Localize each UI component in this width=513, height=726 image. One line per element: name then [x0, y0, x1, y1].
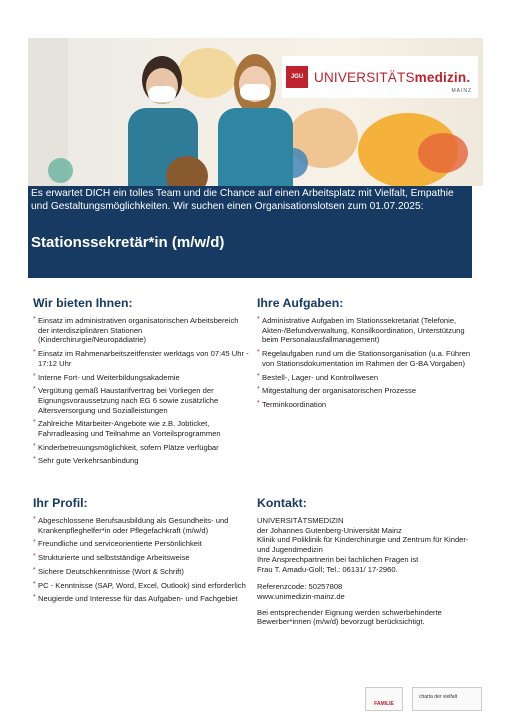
list-item: * PC - Kenntnisse (SAP, Word, Excel, Outlook) sind erforderlich — [33, 581, 251, 591]
profile-list — [33, 516, 251, 604]
offer-section — [33, 296, 251, 470]
charta-text: charta der vielfalt — [419, 694, 458, 700]
reference-code: Referenzcode: 50257808 — [257, 582, 343, 592]
contact-person-intro: Ihre Ansprechpartnerin bei fachlichen Fragen ist — [257, 554, 419, 564]
contact-person: Frau T. Amadu-Goll; Tel.: 06131/ 17-2960. — [257, 564, 398, 574]
list-item: * Interne Fort- und Weiterbildungsakademie — [33, 373, 251, 383]
profile-section — [33, 496, 251, 608]
contact-org: UNIVERSITÄTSMEDIZIN — [257, 516, 344, 525]
job-title: Stationssekretär*in (m/w/d) — [31, 234, 225, 251]
tasks-list — [257, 316, 475, 410]
contact-section — [257, 496, 475, 627]
contact-org2: der Johannes Gutenberg-Universität Mainz — [257, 525, 402, 535]
charta-der-vielfalt-logo — [412, 687, 482, 711]
logo-text: UNIVERSITÄTSmedizin. — [314, 69, 471, 85]
list-item: * Regelaufgaben rund um die Stationsorganisation (u.a. Führen von Stationsdokumentation im Rahmen der G-BA Vorgaben) — [257, 349, 475, 368]
list-item: * Vergütung gemäß Haustarifvertrag bei Vorliegen der Eignungsvoraussetzung nach EG 6 sowie zusätzliche Altersversorgung und Sozialleistungen — [33, 386, 251, 415]
list-item: * Administrative Aufgaben im Stationssekretariat (Telefonie, Akten-/Befundverwaltung, Konsilkoordination, Unterstützung beim Personalausfallmanagement) — [257, 316, 475, 345]
logo-subtext: MAINZ — [451, 88, 472, 94]
list-item: * Strukturierte und selbstständige Arbeitsweise — [33, 553, 251, 563]
list-item: * Einsatz im administrativen organisatorischen Arbeitsbereich der interdisziplinären Stationen (Kinderchirurgie/Neuropädiatrie) — [33, 316, 251, 345]
profile-heading: Ihr Profil: — [33, 496, 88, 510]
contact-heading: Kontakt: — [257, 496, 307, 510]
jgu-logo-mark: JGU — [286, 66, 308, 88]
teddy-bear — [166, 156, 208, 186]
list-item: * Bestell-, Lager- und Kontrollwesen — [257, 373, 475, 383]
university-logo — [282, 56, 478, 98]
disability-note: Bei entsprechender Eignung werden schwerbehinderte Bewerber*innen (m/w/d) bevorzugt berücksichtigt. — [257, 607, 442, 627]
list-item: * Mitgestaltung der organisatorischen Prozesse — [257, 386, 475, 396]
offer-list — [33, 316, 251, 466]
family-award-text: FAMILIE — [374, 701, 394, 707]
tasks-heading: Ihre Aufgaben: — [257, 296, 344, 310]
list-item: * Neugierde und Interesse für das Aufgaben- und Fachgebiet — [33, 594, 251, 604]
list-item: * Sichere Deutschkenntnisse (Wort & Schrift) — [33, 567, 251, 577]
list-item: * Kinderbetreuungsmöglichkeit, sofern Plätze verfügbar — [33, 443, 251, 453]
tasks-section — [257, 296, 475, 414]
list-item: * Terminkoordination — [257, 400, 475, 410]
family-award-logo — [365, 687, 403, 711]
intro-banner — [28, 186, 472, 278]
contact-dept: Klinik und Poliklinik für Kinderchirurgie und Zentrum für Kinder- und Jugendmedizin — [257, 535, 469, 555]
list-item: * Sehr gute Verkehrsanbindung — [33, 456, 251, 466]
list-item: * Abgeschlossene Berufsausbildung als Gesundheits- und Krankenpfleghelfer*in oder Pflegefachkraft (m/w/d) — [33, 516, 251, 535]
list-item: * Zahlreiche Mitarbeiter-Angebote wie z.B. Jobticket, Fahrradleasing und Teilnahme an Vorteilsprogrammen — [33, 419, 251, 438]
list-item: * Freundliche und serviceorientierte Persönlichkeit — [33, 539, 251, 549]
offer-heading: Wir bieten Ihnen: — [33, 296, 133, 310]
website-link[interactable]: www.unimedizin-mainz.de — [257, 591, 345, 601]
intro-text: Es erwartet DICH ein tolles Team und die Chance auf einen Arbeitsplatz mit Vielfalt, Empathie und Gestaltungsmöglichkeiten. Wir suchen einen Organisationslotsen zum 01.07.2025: — [31, 188, 454, 212]
list-item: * Einsatz im Rahmenarbeitszeitfenster werktags von 07:45 Uhr - 17:12 Uhr — [33, 349, 251, 368]
